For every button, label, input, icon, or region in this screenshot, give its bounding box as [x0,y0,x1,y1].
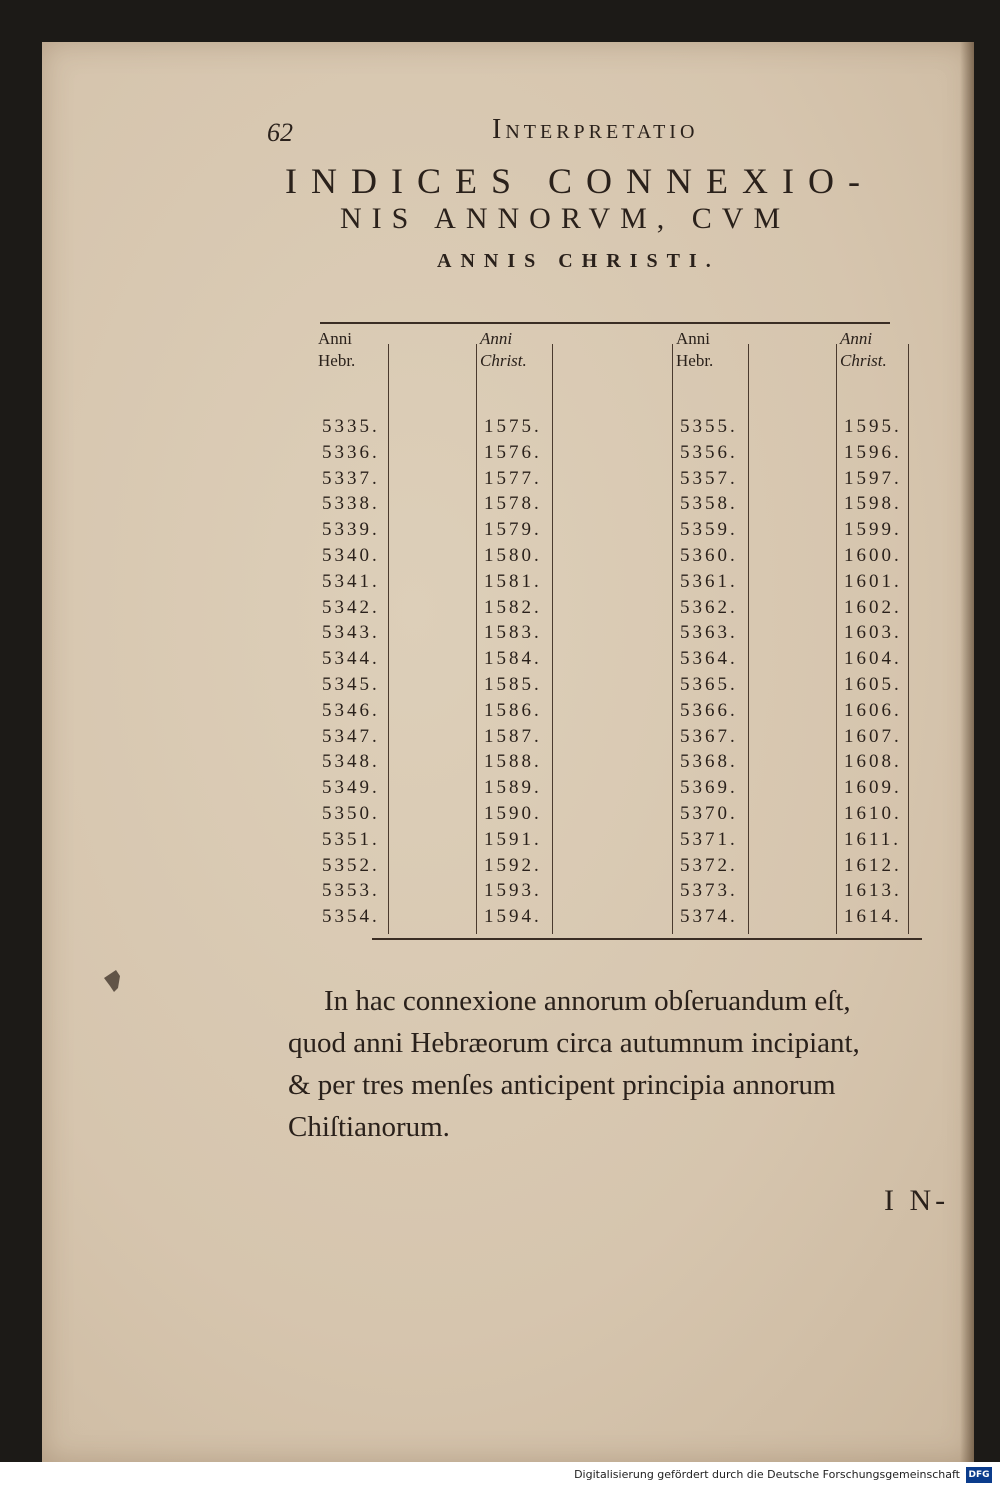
table-cell: 1599. [844,519,902,541]
table-cell: 1585. [484,673,542,695]
table-cell: 1577. [484,467,542,489]
footer-bar [0,1462,1000,1490]
table-column-christ-1 [480,328,564,928]
table-cell: 1598. [844,493,902,515]
table-cell: 1593. [484,880,542,902]
column-cells [484,414,542,930]
title-line-3: ANNIS CHRISTI. [437,250,720,272]
body-paragraph [288,980,958,1148]
table-cell: 1603. [844,622,902,644]
page-spine-shadow [960,42,974,1462]
table-cell: 5344. [322,648,380,670]
column-divider [476,344,477,934]
table-cell: 5371. [680,828,738,850]
table-cell: 5353. [322,880,380,902]
table-cell: 5373. [680,880,738,902]
page-number: 62 [267,118,293,147]
table-cell: 1580. [484,544,542,566]
table-cell: 1607. [844,725,902,747]
table-cell: 1581. [484,570,542,592]
table-cell: 1584. [484,648,542,670]
column-cells [680,414,738,930]
table-cell: 1590. [484,802,542,824]
table-cell: 1604. [844,648,902,670]
table-cell: 1605. [844,673,902,695]
table-bottom-rule [372,938,922,940]
table-cell: 5360. [680,544,738,566]
table-column-christ-2 [840,328,924,928]
table-cell: 5343. [322,622,380,644]
book-page [42,42,974,1462]
table-cell: 5357. [680,467,738,489]
table-column-hebr-2 [676,328,760,928]
table-cell: 1596. [844,441,902,463]
table-cell: 5337. [322,467,380,489]
table-cell: 5354. [322,906,380,928]
table-cell: 5338. [322,493,380,515]
year-concordance-table [310,322,920,942]
table-cell: 1613. [844,880,902,902]
title-line-2: NIS ANNORVM, CVM [340,202,791,235]
table-cell: 5345. [322,673,380,695]
table-cell: 1582. [484,596,542,618]
table-cell: 5342. [322,596,380,618]
table-cell: 5363. [680,622,738,644]
column-cells [844,414,902,930]
body-line-2: quod anni Hebræorum circa autumnum incipiant, [288,1027,860,1059]
table-cell: 5351. [322,828,380,850]
table-cell: 5339. [322,519,380,541]
body-line-4: Chiſtianorum. [288,1111,450,1143]
table-cell: 5340. [322,544,380,566]
table-cell: 5370. [680,802,738,824]
running-head: Interpretatio [492,114,699,145]
table-cell: 1612. [844,854,902,876]
table-cell: 1601. [844,570,902,592]
table-cell: 1610. [844,802,902,824]
table-cell: 5365. [680,673,738,695]
ink-blot-icon [102,966,124,994]
table-cell: 5341. [322,570,380,592]
table-cell: 1608. [844,751,902,773]
table-top-rule [320,322,890,324]
table-cell: 1575. [484,416,542,437]
table-cell: 5359. [680,519,738,541]
table-cell: 1595. [844,416,902,437]
catchword: I N- [884,1184,950,1217]
table-cell: 5346. [322,699,380,721]
table-cell: 1587. [484,725,542,747]
table-cell: 1583. [484,622,542,644]
table-cell: 5374. [680,906,738,928]
column-cells [322,414,380,930]
table-cell: 5355. [680,416,738,437]
table-cell: 5368. [680,751,738,773]
table-cell: 5358. [680,493,738,515]
column-divider [388,344,389,934]
table-cell: 5336. [322,441,380,463]
table-cell: 1576. [484,441,542,463]
column-header: Anni Hebr. [318,329,356,370]
table-cell: 1609. [844,777,902,799]
table-cell: 1591. [484,828,542,850]
table-cell: 5369. [680,777,738,799]
table-cell: 5367. [680,725,738,747]
table-cell: 5366. [680,699,738,721]
table-cell: 1594. [484,906,542,928]
table-cell: 5349. [322,777,380,799]
table-cell: 5364. [680,648,738,670]
table-column-hebr-1 [318,328,402,928]
table-cell: 5347. [322,725,380,747]
column-header: Anni Hebr. [676,329,714,370]
table-cell: 5361. [680,570,738,592]
dfg-logo-icon: DFG [966,1467,992,1483]
table-cell: 5356. [680,441,738,463]
table-cell: 1588. [484,751,542,773]
table-cell: 1611. [844,828,902,850]
body-line-3: & per tres menſes anticipent principia annorum [288,1069,836,1101]
table-cell: 1586. [484,699,542,721]
column-header: Anni Christ. [480,329,527,370]
table-cell: 1578. [484,493,542,515]
column-header: Anni Christ. [840,329,887,370]
body-line-1: In hac connexione annorum obſeruandum eſt, [324,985,851,1017]
table-cell: 5372. [680,854,738,876]
title-line-1: INDICES CONNEXIO- [285,161,874,201]
table-cell: 5352. [322,854,380,876]
column-divider [552,344,553,934]
table-cell: 1602. [844,596,902,618]
table-cell: 5348. [322,751,380,773]
table-cell: 1589. [484,777,542,799]
footer-credit: Digitalisierung gefördert durch die Deutsche Forschungsgemeinschaft [574,1468,960,1481]
table-cell: 1614. [844,906,902,928]
column-divider [748,344,749,934]
table-cell: 1606. [844,699,902,721]
column-divider [672,344,673,934]
table-cell: 1579. [484,519,542,541]
table-cell: 1600. [844,544,902,566]
table-cell: 1592. [484,854,542,876]
column-divider [836,344,837,934]
table-cell: 5335. [322,416,380,437]
column-divider [908,344,909,934]
table-cell: 5362. [680,596,738,618]
table-cell: 1597. [844,467,902,489]
table-cell: 5350. [322,802,380,824]
